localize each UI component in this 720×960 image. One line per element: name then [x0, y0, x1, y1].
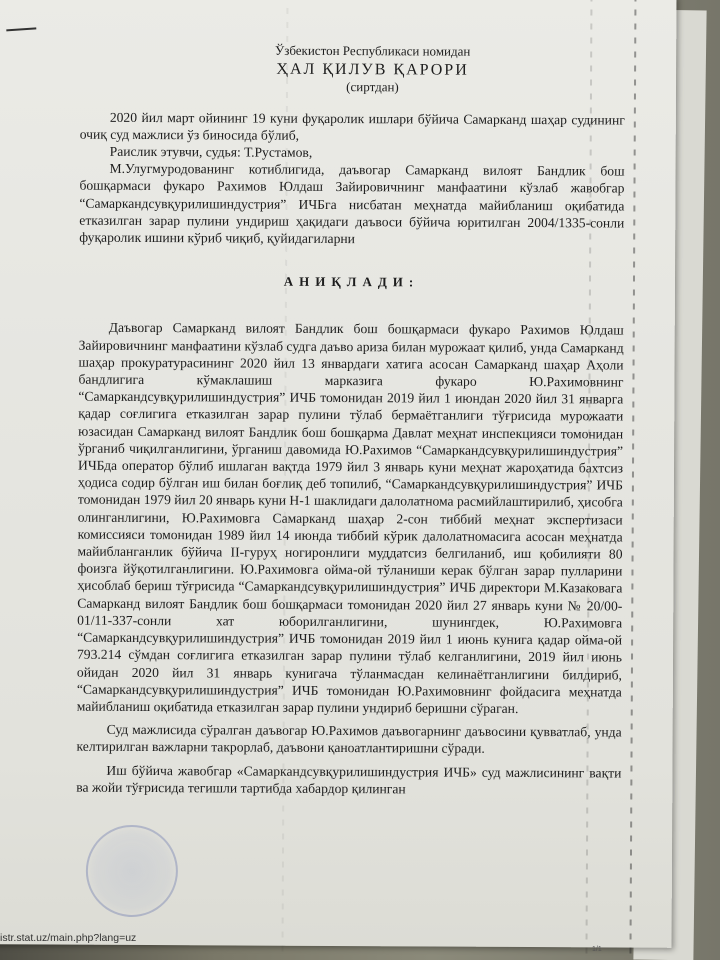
body-paragraph: Даъвогар Самарканд вилоят Бандлик бош бошқармаси фукаро Рахимов Юлдаш Зайировичнинг манфаатини кўзлаб судга даъво ариза билан мурожаат қилиб, унда Самарканд шаҳар прокуратурасининг 2020 йил 13 январдаги хатига асосан Самарканд шаҳар Аҳоли бандлигига кўмаклашиш марказига фукаро Ю.Рахимовнинг “Самаркандсувқурилишиндустрия” ИЧБ томонидан 2019 йил 1 июндан 2020 йил 31 январга қадар соғлигига етказилган зарар пулини тўлаб бермаётганлиги тўғрисида мурожаати юзасидан Самарканд вилоят Бандлик бош бошқарма Давлат меҳнат инспекцияси томонидан ўрганиб чиқилганлигини, ўрганиш давомида Ю.Рахимов “Самаркандсувқурилишиндустрия” ИЧБда оператор бўлиб ишлаган вақтда 1979 йил 3 январь куни меҳнат жароҳатида бахтсиз ҳодиса содир бўлган иш билан боғлиқ деб топилиб, “Самаркандсувқурилишиндустрия” ИЧБ томонидан 1979 йил 20 январь куни Н-1 шаклидаги далолатнома расмийлаштирилиб, ҳисобга олинганлигини, Ю.Рахимовга Самарканд шаҳар 2-сон тиббий меҳнат экспертизаси комиссияси томонидан 1989 йил 14 июнда тиббий кўрик далолатномасига асосан меҳнатда майибланганлик бўйича II-гуруҳ ногиронлиги муддатсиз белгиланиб, иш қобилияти 80 фоизга йўқотилганлигини. Ю.Рахимовга ойма-ой тўланиши керак бўлган зарар пулларини ҳисоблаб бериш тўғрисида “Самаркандсувқурилишиндустрия” ИЧБ директори М.Казаковага Самарканд вилоят Бандлик бош бошқармаси томонидан 2020 йил 27 январь куни № 20/00-01/11-337-сонли хат юборилганлигини, шунингдек, Ю.Рахимовга “Самаркандсувқурилишиндустрия” ИЧБ томонидан 2019 йил 1 июнь кунига қадар ойма-ой 793.214 сўмдан соғлигига етказилган зарар пулини тўлаб келганлигини, 2019 йил июнь ойидан 2020 йил 31 январь кунигача тўланмасдан келинаётганлигини билдириб, “Самаркандсувқурилишиндустрия” ИЧБ томонидан Ю.Рахимовнинг фойдасига меҳнатда майибланиш оқибатида етказилган зарар пулини ундириб беришни сўраган. — [76, 320, 624, 716]
page-number: 1/1 — [592, 946, 602, 953]
section-heading: АНИҚЛАДИ: — [283, 273, 420, 290]
intro-paragraph: М.Улугмуродованинг котиблигида, даъвогар Самарканд вилоят Бандлик бош бошқармаси фукаро Рахимов Юлдаш Зайировичнинг манфаатини кўзлаб жавобгар “Самаркандсувқурилишиндустрия” ИЧБга нисбатан меҳнатда майибланиш оқибатида етказилган зарар пулини ундириш ҳақидаги даъвоси бўйича юритилган 2004/1335-сонли фуқаролик ишини кўриб чиқиб, қуйидагиларни — [79, 161, 625, 247]
scan-streak — [629, 0, 636, 956]
intro-paragraph: 2020 йил март ойининг 19 куни фуқаролик ишлари бўйича Самарканд шаҳар судининг очиқ суд мажлиси ўз биносида бўлиб, — [79, 109, 625, 143]
document-body — [76, 41, 625, 799]
footer-url: istr.stat.uz/main.php?lang=uz — [0, 932, 137, 944]
pen-mark — [6, 27, 36, 31]
document-subtitle: (сиртдан) — [346, 79, 399, 95]
header-line: Ўзбекистон Республикаси номидан — [274, 42, 471, 59]
body-paragraph: Суд мажлисида сўралган даъвогар Ю.Рахимов даъвогарнинг даъвосини қувватлаб, унда келтирилган важларни такрорлаб, даъвони қаноатлантиришни сўради. — [76, 721, 622, 757]
document-title: ҲАЛ ҚИЛУВ ҚАРОРИ — [276, 60, 469, 79]
stamp-seal — [86, 825, 178, 917]
intro-paragraph: Раислик этувчи, судья: Т.Рустамов, — [109, 143, 313, 160]
body-paragraph: Иш бўйича жавобгар «Самаркандсувқурилишиндустрия ИЧБ» суд мажлисининг вақти ва жойи тўғрисида тегишли тартибда хабардор қилинган — [76, 762, 622, 797]
